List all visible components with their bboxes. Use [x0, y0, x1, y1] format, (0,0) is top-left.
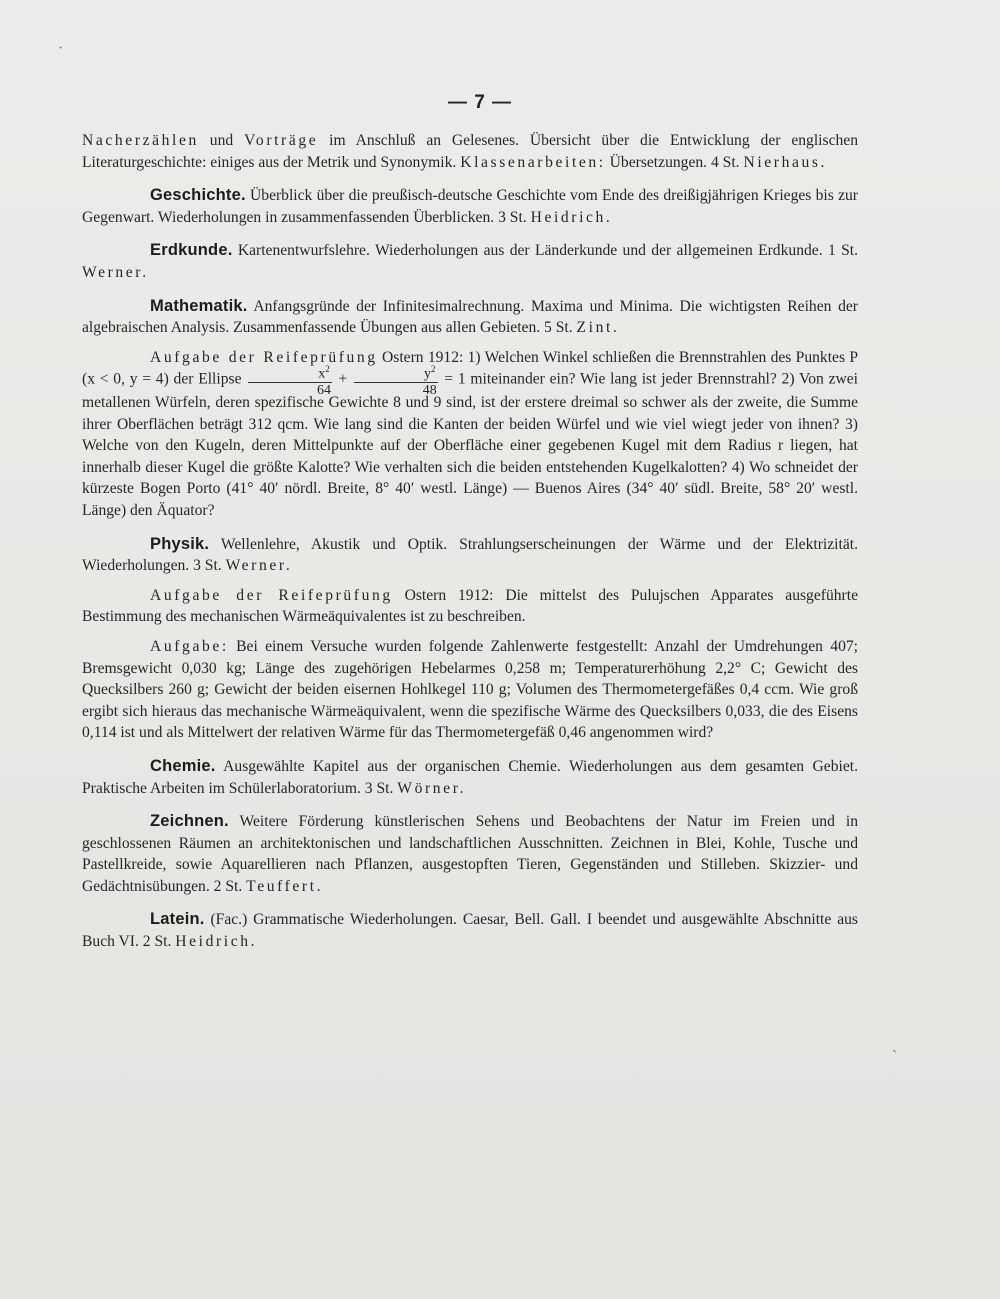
heading-mathematik: Mathematik. — [150, 296, 248, 315]
fraction-y: $\frac{y^2}{48}$ — [354, 362, 438, 398]
heading-latein: Latein. — [150, 910, 205, 929]
heading-chemie: Chemie. — [150, 756, 216, 775]
physik-aufgabe-2: Aufgabe: Bei einem Versuche wurden folgende Zahlenwerte festgestellt: Anzahl der Umdrehungen 407; Bremsgewicht 0,030 kg; Länge des zugehörigen Hebelarmes 0,258 m; Temperaturerhöhung 2,2° C; Gewicht des Quecksilbers 260 g; Gewicht der beiden eisernen Hohlkegel 110 g; Volumen des Thermometergefäßes 0,4 ccm. Wie groß ergibt sich hieraus das mechanische Wärmeäquivalent, wenn die spezifische Wärme des Quecksilbers 0,033, die des Eisens 0,114 ist und als Mittelwert der relativen Wärme für das Thermometergefäß 0,46 angenommen wird? — [82, 637, 858, 742]
heading-zeichnen: Zeichnen. — [150, 812, 229, 831]
teacher-name: Werner. — [82, 263, 149, 281]
section-zeichnen: Zeichnen. Weitere Förderung künstlerischen Sehens und Beobachtens der Natur im Freien und in geschlossenen Räumen an architektonischen und landschaftlichen Ausschnitten. Zeichnen in Blei, Kohle, Tusche und Pastellkreide, sowie Aquarellieren nach Pflanzen, ausgestopften Tieren, Gegenständen und Stilleben. Skizzier- und Gedächtnisübungen. 2 St. Teuffert. — [82, 812, 858, 895]
speck-mark: ` — [892, 1048, 898, 1065]
teacher-name: Wörner. — [397, 779, 467, 797]
section-latein: Latein. (Fac.) Grammatische Wiederholungen. Caesar, Bell. Gall. I beendet und ausgewählte Abschnitte aus Buch VI. 2 St. Heidrich. — [82, 910, 858, 951]
teacher-name: Heidrich. — [530, 208, 613, 226]
section-erdkunde: Erdkunde. Kartenentwurfslehre. Wiederholungen aus der Länderkunde und der allgemeinen Erdkunde. 1 St. Werner. — [82, 241, 858, 281]
physik-aufgabe-1: Aufgabe der Reifeprüfung Ostern 1912: Die mittelst des Pulujschen Apparates ausgeführte Bestimmung des mechanischen Wärmeäquivalentes ist zu beschreiben. — [82, 586, 859, 626]
spaced-term: Aufgabe: — [150, 637, 229, 655]
heading-erdkunde: Erdkunde. — [150, 241, 233, 260]
spaced-term: Klassenarbeiten: — [460, 153, 606, 171]
document-body — [82, 130, 858, 953]
teacher-name: Nierhaus. — [743, 153, 828, 171]
spaced-term: Aufgabe der Reifeprüfung — [150, 348, 378, 366]
paragraph-englisch-continued: Nacherzählen und Vorträge im Anschluß an Gelesenes. Übersicht über die Entwicklung der englischen Literaturgeschichte: einiges aus der Metrik und Synonymik. Klassenarbeiten: Übersetzungen. 4 St. Nierhaus. — [82, 132, 859, 171]
teacher-name: Werner. — [225, 557, 293, 575]
spaced-term: Vorträge — [244, 132, 319, 149]
fraction-x: $\frac{x^2}{64}$ — [248, 362, 332, 398]
section-chemie: Chemie. Ausgewählte Kapitel aus der organischen Chemie. Wiederholungen aus dem gesamten Gebiet. Praktische Arbeiten im Schülerlaboratorium. 3 St. Wörner. — [82, 756, 858, 797]
section-physik: Physik. Wellenlehre, Akustik und Optik. Strahlungserscheinungen der Wärme und der Elektrizität. Wiederholungen. 3 St. Werner. — [82, 534, 858, 575]
spaced-term: Aufgabe der Reifeprüfung — [150, 586, 393, 604]
teacher-name: Heidrich. — [175, 933, 258, 951]
teacher-name: Teuffert. — [246, 877, 324, 895]
section-geschichte: Geschichte. Überblick über die preußisch-deutsche Geschichte vom Ende des dreißigjährigen Krieges bis zur Gegenwart. Wiederholungen in zusammenfassenden Überblicken. 3 St. Heidrich. — [82, 186, 858, 226]
math-aufgabe: Aufgabe der Reifeprüfung Ostern 1912: 1) Welchen Winkel schließen die Brennstrahlen des Punktes P (x < 0, y = 4) der Ellipse $\frac{x^2}{64}$ + $\frac{y^2}{48}$ = 1 miteinander ein? Wie lang ist jeder Brennstrahl? 2) Von zwei metallenen Würfeln, deren spezifische Gewichte 8 und 9 sind, ist der erstere dreimal so schwer als der zweite, die Summe ihrer Oberflächen beträgt 312 qcm. Wie lang sind die Kanten der beiden Würfel und wie viel wiegt jeder von ihnen? 3) Welche von den Kugeln, deren Mittelpunkte auf der Oberfläche einer gegebenen Kugel mit dem Radius r liegen, hat innerhalb dieser Kugel die größte Kalotte? Wie verhalten sich die beiden entstehenden Kugelkalotten? 4) Wo schneidet der kürzeste Bogen Porto (41° 40′ nördl. Breite, 8° 40′ westl. Länge) — Buenos Aires (34° 40′ südl. Breite, 58° 20′ westl. Länge) den Äquator? — [82, 348, 859, 519]
speck-mark: · — [58, 40, 64, 57]
page-number: — 7 — — [447, 92, 513, 113]
heading-geschichte: Geschichte. — [150, 186, 246, 205]
section-mathematik: Mathematik. Anfangsgründe der Infinitesimalrechnung. Maxima und Minima. Die wichtigsten Reihen der algebraischen Analysis. Zusammenfassende Übungen aus allen Gebieten. 5 St. Zint. — [82, 296, 858, 337]
heading-physik: Physik. — [150, 534, 210, 553]
spaced-term: Nacherzählen — [82, 132, 199, 149]
teacher-name: Zint. — [576, 319, 620, 337]
